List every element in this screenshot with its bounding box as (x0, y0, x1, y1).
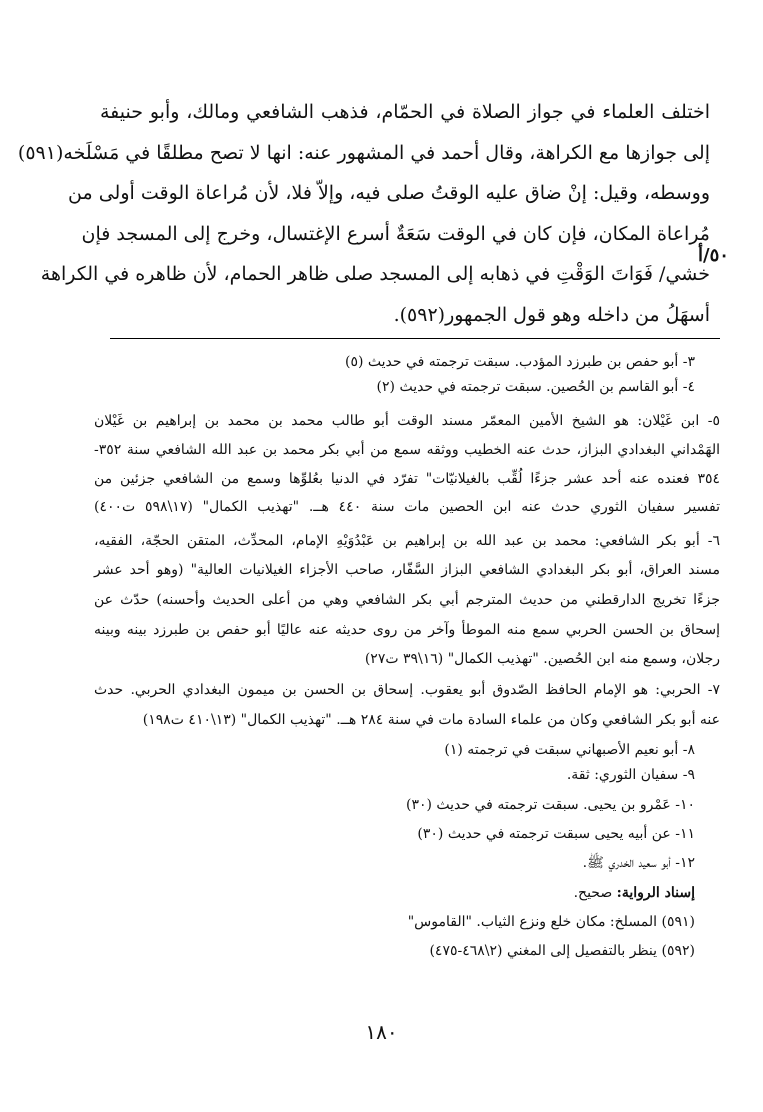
footnote-6-line: ٦- أبو بكر الشافعي: محمد بن عبد الله بن إبراهيم بن عَبْدُوَيْهِ الإمام، المحدِّث، المتقن الحجّة، الفقيه، (94, 533, 720, 549)
margin-folio-note: ٥٠/أ (698, 245, 729, 266)
footnote-5-line: ٣٥٤ فعنده عنه أحد عشر جزءًا لُقِّب بالغيلانيّات" تفرّد في الدنيا بعُلوِّها وسمع من الشافعي جزئين من (94, 471, 720, 487)
footnote-5-line: الهَمْداني البغدادي البزاز، حدث عنه الخطيب ووثقه سمع من أبي بكر محمد بن عبد الله الشافعي سنة ٣٥٢- (94, 442, 720, 458)
main-line: ووسطه، وقيل: إنْ ضاق عليه الوقتُ صلى فيه، وإلاّ فلا، لأن مُراعاة الوقت أولى من (68, 182, 710, 204)
footnote-5-line: تفسير سفيان الثوري حدث عنه ابن الحصين مات سنة ٤٤٠ هــ. "تهذيب الكمال" (١٧\٥٩٨ ت٤٠٠) (94, 499, 721, 515)
footnote-9: ٩- سفيان الثوري: ثقة. (566, 767, 695, 783)
footnote-8: ٨- أبو نعيم الأصبهاني سبقت في ترجمته (١) (444, 742, 695, 758)
main-line: خشي/ فَوَاتَ الوَقْتِ في ذهابه إلى المسجد صلى ظاهر الحمام، لأن ظاهره في الكراهة (40, 263, 710, 285)
footnote-3: ٣- أبو حفص بن طبرزد المؤدب. سبقت ترجمته في حديث (٥) (344, 354, 695, 370)
isnad-label: إسناد الرواية: (616, 885, 695, 901)
footnote-7-line: عنه أبو بكر الشافعي وكان من علماء السادة مات في سنة ٢٨٤ هــ. "تهذيب الكمال" (١٣\٤١٠ ت١٩٨) (142, 712, 720, 728)
footnote-5-line: ٥- ابن غَيْلان: هو الشيخ الأمين المعمّر مسند الوقت أبو طالب محمد بن محمد بن إبراهيم بن غَيْلان (94, 413, 720, 429)
footnote-11: ١١- عن أبيه يحيى سبقت ترجمته في حديث (٣٠) (417, 826, 695, 842)
main-text (17, 92, 710, 335)
footnote-10: ١٠- عَمْرو بن يحيى. سبقت ترجمته في حديث (٣٠) (405, 797, 695, 813)
main-line: اختلف العلماء في جواز الصلاة في الحمّام، فذهب الشافعي ومالك، وأبو حنيفة (100, 101, 710, 123)
footnote-4: ٤- أبو القاسم بن الحُصين. سبقت ترجمته في حديث (٢) (376, 379, 695, 395)
isnad-line (574, 881, 695, 905)
footnote-6-line: رجلان، وسمع منه ابن الحُصين. "تهذيب الكمال" (١٦\٣٩ ت٢٧) (364, 651, 720, 667)
endnote-592: (٥٩٢) ينظر بالتفصيل إلى المغني (٢\٤٦٨-٤٧٥) (429, 943, 695, 959)
isnad-value: صحيح. (573, 885, 613, 901)
main-line: أسهَلُ من داخله وهو قول الجمهور(٥٩٢). (393, 303, 710, 326)
main-line: إلى جوازها مع الكراهة، وقال أحمد في المشهور عنه: انها لا تصح مطلقًا في مَسْلَخه(٥٩١) (17, 141, 710, 164)
footnote-12: ١٢- أبو سعيد الخدري ﷺ. (582, 855, 695, 871)
footnote-6-line: إسحاق بن الحسن الحربي سمع منه الموطأ وآخر من روى حديثه عنه عاليًا أبو حفص بن طبرزد بينه وبينه (94, 622, 720, 638)
main-line: مُراعاة المكان، فإن كان في الوقت سَعَةٌ أسرع الإغتسال، وخرج إلى المسجد فإن (81, 222, 710, 245)
footnote-6-line: مسند العراق، أبو بكر البغدادي الشافعي البزاز السَّفّار، صاحب الأجزاء الغيلانيات العالية" (وهو أحد عشر (94, 562, 720, 578)
footnote-separator (110, 338, 720, 339)
page-number: ١٨٠ (365, 1020, 398, 1044)
footnote-6-line: جزءًا تخريج الدارقطني من حديث المترجم أبي بكر الشافعي وهي من أعلى الحديث وأحسنه) حدّث عن (94, 592, 720, 608)
endnote-591: (٥٩١) المسلخ: مكان خلع ونزع الثياب. "القاموس" (407, 914, 695, 930)
footnote-7-line: ٧- الحربي: هو الإمام الحافظ الصّدوق أبو يعقوب. إسحاق بن الحسن بن ميمون البغدادي الحربي. حدث (94, 682, 720, 698)
